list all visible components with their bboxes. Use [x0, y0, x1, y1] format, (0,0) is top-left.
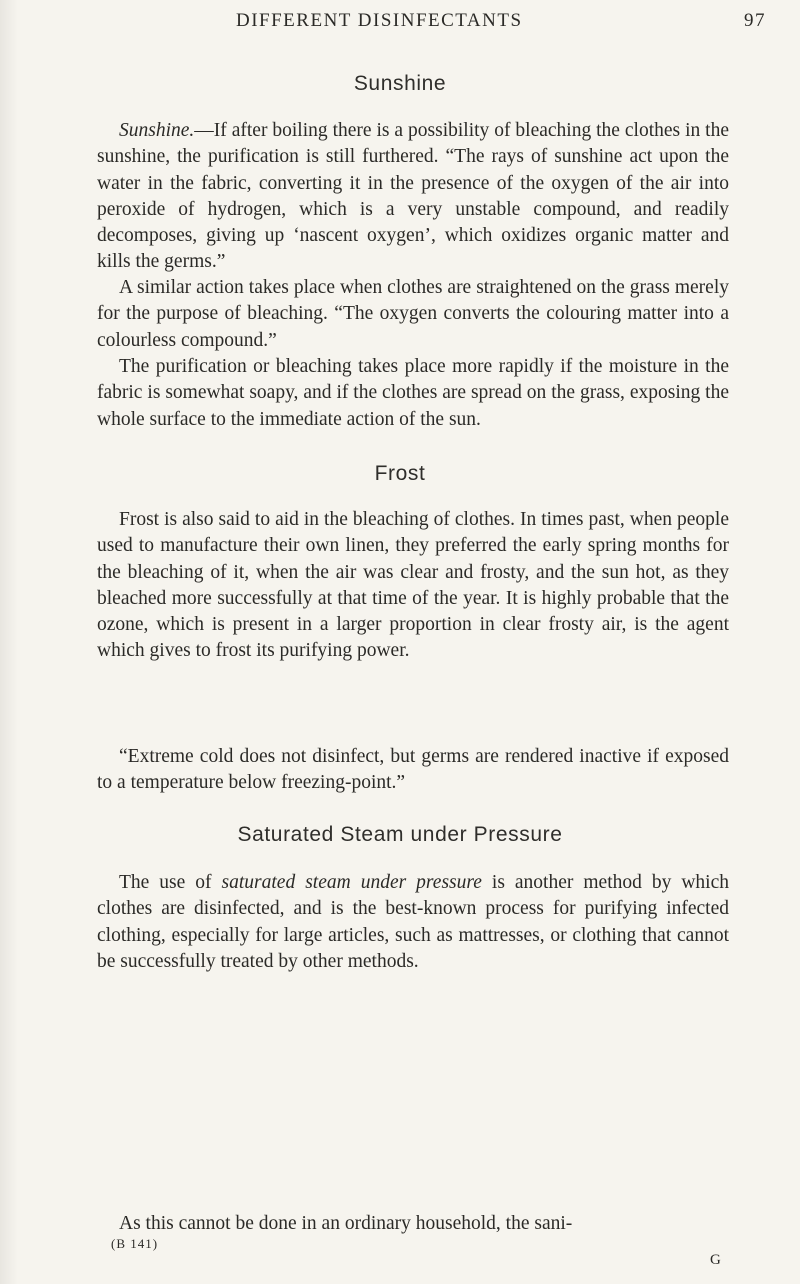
paragraph-sunshine-1 — [97, 118, 729, 276]
page-number: 97 — [744, 10, 766, 31]
signature-letter: G — [710, 1252, 721, 1268]
paragraph-steam-1 — [97, 870, 729, 975]
paragraph-steam-2: As this cannot be done in an ordinary household, the sani- — [119, 1213, 573, 1234]
signature-mark: (B 141) — [111, 1236, 159, 1251]
section-heading-sunshine: Sunshine — [353, 72, 447, 95]
text-run: —If after boiling there is a possibility of bleaching the clothes in the sunshine, the purification is still furthered. “The rays of sunshine act upon the water in the fabric, converting it in the presence of the oxygen of the air into peroxide of hydrogen, which is a very unstable compound, and readily decomposes, giving up ‘nascent oxygen’, which oxidizes organic matter and kills the germs.” — [97, 120, 729, 273]
italic-run: Sunshine. — [119, 120, 195, 141]
page-shadow — [0, 0, 18, 1284]
italic-run: saturated steam under pressure — [221, 872, 482, 893]
paragraph-frost-2: “Extreme cold does not disinfect, but germs are rendered inactive if exposed to a temperature below freezing-point.” — [97, 746, 729, 794]
section-heading-frost: Frost — [374, 462, 426, 485]
paragraph-sunshine-2: A similar action takes place when clothes are straightened on the grass merely for the purpose of bleaching. “The oxygen converts the colouring matter into a colourless compound.” — [97, 277, 729, 351]
text-run: is another method by which clothes are disinfected, and is the best-known process for purifying infected clothing, especially for large articles, such as mattresses, or clothing that cannot be successfully treated by other methods. — [97, 872, 730, 972]
running-head — [236, 10, 766, 40]
paragraph-sunshine-3: The purification or bleaching takes place more rapidly if the moisture in the fabric is somewhat soapy, and if the clothes are spread on the grass, exposing the whole surface to the immediate action of the sun. — [97, 356, 729, 430]
text-run: The use of — [119, 872, 222, 893]
section-heading-steam: Saturated Steam under Pressure — [237, 823, 563, 846]
paragraph-frost-1: Frost is also said to aid in the bleaching of clothes. In times past, when people used to manufacture their own linen, they preferred the early spring months for the bleaching of it, when the air was clear and frosty, and the sun hot, as they bleached more successfully at that time of the year. It is highly probable that the ozone, which is present in a larger proportion in clear frosty air, is the agent which gives to frost its purifying power. — [97, 509, 729, 662]
running-title: DIFFERENT DISINFECTANTS — [236, 10, 523, 31]
